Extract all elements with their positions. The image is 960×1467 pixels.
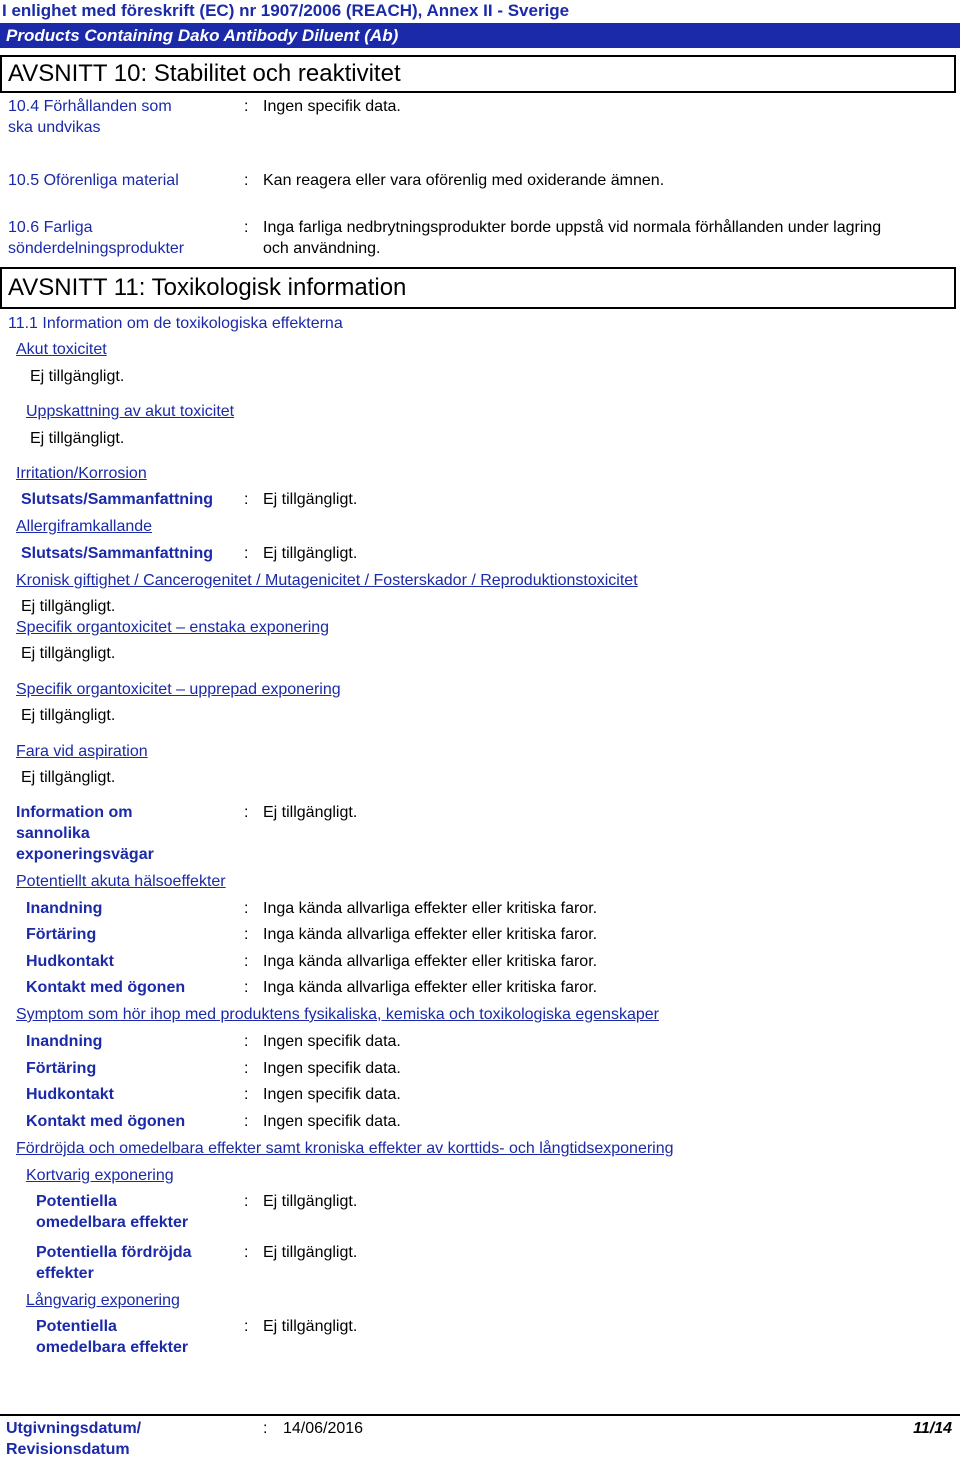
acute-health-value-skin: Inga kända allvarliga effekter eller kritiska faror. [263, 953, 598, 970]
symptoms-label-eyes: Kontakt med ögonen [26, 1113, 186, 1130]
symptoms-value-inhalation: Ingen specifik data. [263, 1033, 401, 1050]
allergy-label: Slutsats/Sammanfattning [21, 545, 214, 562]
acute-health-value-inhalation: Inga kända allvarliga effekter eller kritiska faror. [263, 900, 598, 917]
allergy-heading: Allergiframkallande [16, 518, 153, 535]
acute-estimate-heading: Uppskattning av akut toxicitet [26, 403, 235, 420]
acute-estimate-value: Ej tillgängligt. [30, 430, 125, 447]
aspiration-heading: Fara vid aspiration [16, 743, 148, 760]
allergy-value: Ej tillgängligt. [263, 545, 358, 562]
symptoms-value-eyes: Ingen specifik data. [263, 1113, 401, 1130]
colon: : [244, 804, 249, 821]
short-delayed-label: Potentiella fördröjda effekter [36, 1244, 192, 1282]
section-10-title: AVSNITT 10: Stabilitet och reaktivitet [0, 55, 956, 93]
symptoms-heading: Symptom som hör ihop med produktens fysikaliska, kemiska och toxikologiska egenskaper [16, 1006, 659, 1023]
row-10-5-value: Kan reagera eller vara oförenlig med oxiderande ämnen. [263, 172, 665, 189]
page-number: 11/14 [913, 1420, 952, 1437]
colon: : [244, 1086, 249, 1103]
stot-single-heading: Specifik organtoxicitet – enstaka exponering [16, 619, 330, 636]
acute-health-value-ingestion: Inga kända allvarliga effekter eller kritiska faror. [263, 926, 598, 943]
symptoms-label-skin: Hudkontakt [26, 1086, 114, 1103]
chronic-value: Ej tillgängligt. [21, 598, 116, 615]
delayed-heading: Fördröjda och omedelbara effekter samt kroniska effekter av korttids- och långtidsexponering [16, 1140, 674, 1157]
colon: : [244, 172, 249, 189]
colon: : [244, 1033, 249, 1050]
aspiration-value: Ej tillgängligt. [21, 769, 116, 786]
colon: : [244, 1193, 249, 1210]
stot-repeat-heading: Specifik organtoxicitet – upprepad exponering [16, 681, 341, 698]
colon: : [244, 1244, 249, 1261]
colon: : [244, 979, 249, 996]
row-10-4-value: Ingen specifik data. [263, 98, 401, 115]
acute-health-label-inhalation: Inandning [26, 900, 103, 917]
short-immediate-label: Potentiella omedelbara effekter [36, 1193, 189, 1231]
chronic-heading: Kronisk giftighet / Cancerogenitet / Mutagenicitet / Fosterskador / Reproduktionstoxicitet [16, 572, 638, 589]
stot-single-value: Ej tillgängligt. [21, 645, 116, 662]
irritation-heading: Irritation/Korrosion [16, 465, 147, 482]
colon: : [244, 1060, 249, 1077]
acute-toxicity-value: Ej tillgängligt. [30, 368, 125, 385]
acute-toxicity-heading: Akut toxicitet [16, 341, 107, 358]
colon: : [244, 926, 249, 943]
colon: : [244, 98, 249, 115]
colon: : [244, 900, 249, 917]
section-11-title: AVSNITT 11: Toxikologisk information [0, 267, 956, 309]
product-name: Products Containing Dako Antibody Diluent (Ab) [6, 26, 399, 45]
short-immediate-value: Ej tillgängligt. [263, 1193, 358, 1210]
exposure-routes-label: Information om sannolika exponeringsvägar [16, 804, 154, 863]
acute-health-label-skin: Hudkontakt [26, 953, 114, 970]
long-immediate-label: Potentiella omedelbara effekter [36, 1318, 189, 1356]
symptoms-value-ingestion: Ingen specifik data. [263, 1060, 401, 1077]
symptoms-label-inhalation: Inandning [26, 1033, 103, 1050]
section-11-1-subtitle: 11.1 Information om de toxikologiska effekterna [8, 315, 343, 332]
stot-repeat-value: Ej tillgängligt. [21, 707, 116, 724]
irritation-value: Ej tillgängligt. [263, 491, 358, 508]
colon: : [244, 1113, 249, 1130]
footer-date: 14/06/2016 [283, 1420, 364, 1437]
row-10-6-label: 10.6 Farliga sönderdelningsprodukter [8, 219, 185, 257]
acute-health-heading: Potentiellt akuta hälsoeffekter [16, 873, 226, 890]
row-10-5-label: 10.5 Oförenliga material [8, 172, 179, 189]
exposure-routes-value: Ej tillgängligt. [263, 804, 358, 821]
acute-health-value-eyes: Inga kända allvarliga effekter eller kritiska faror. [263, 979, 598, 996]
colon: : [263, 1420, 268, 1437]
row-10-6-value: Inga farliga nedbrytningsprodukter borde uppstå vid normala förhållanden under lagring och användning. [263, 219, 882, 257]
irritation-label: Slutsats/Sammanfattning [21, 491, 214, 508]
symptoms-value-skin: Ingen specifik data. [263, 1086, 401, 1103]
short-exposure-heading: Kortvarig exponering [26, 1167, 174, 1184]
acute-health-label-eyes: Kontakt med ögonen [26, 979, 186, 996]
long-immediate-value: Ej tillgängligt. [263, 1318, 358, 1335]
colon: : [244, 1318, 249, 1335]
colon: : [244, 545, 249, 562]
colon: : [244, 953, 249, 970]
short-delayed-value: Ej tillgängligt. [263, 1244, 358, 1261]
colon: : [244, 219, 249, 236]
long-exposure-heading: Långvarig exponering [26, 1292, 180, 1309]
footer-date-label: Utgivningsdatum/ Revisionsdatum [6, 1420, 142, 1458]
symptoms-label-ingestion: Förtäring [26, 1060, 97, 1077]
acute-health-label-ingestion: Förtäring [26, 926, 97, 943]
row-10-4-label: 10.4 Förhållanden som ska undvikas [8, 98, 172, 136]
colon: : [244, 491, 249, 508]
footer-rule [0, 1414, 960, 1416]
regulation-header: I enlighet med föreskrift (EC) nr 1907/2006 (REACH), Annex II - Sverige [2, 1, 570, 20]
